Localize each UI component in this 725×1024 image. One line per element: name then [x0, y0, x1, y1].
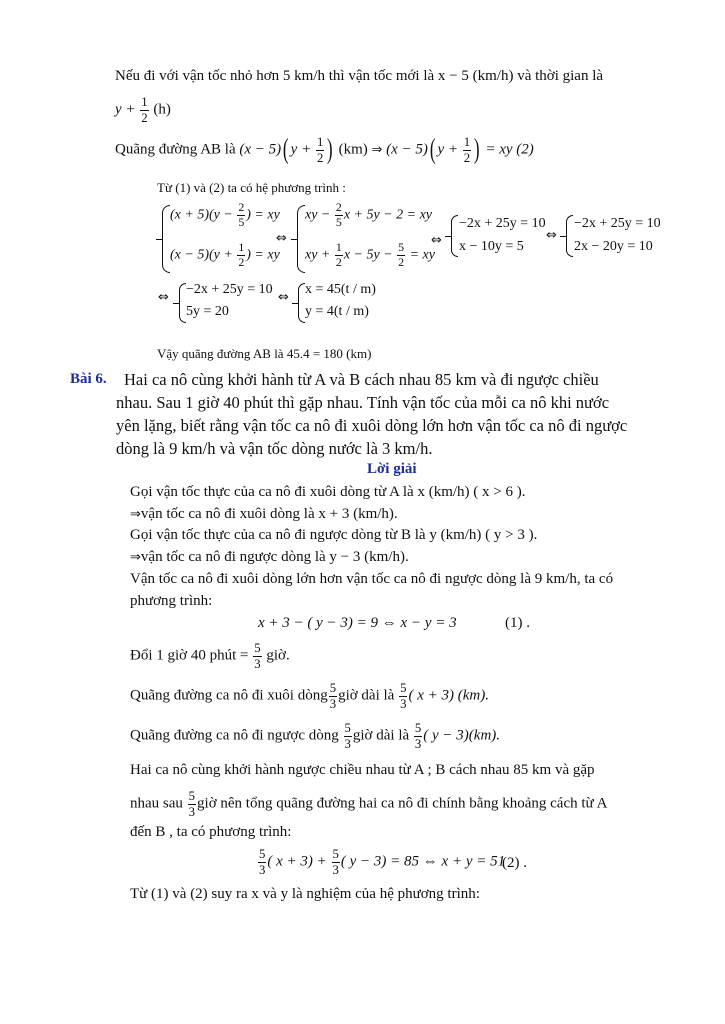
system-row: xy + $\frac{1}{2}$ x − 5y − $\frac{5}{2}$ = xy: [305, 240, 435, 269]
text-line: Nếu đi với vận tốc nhỏ hơn 5 km/h thì vận tốc mới là x − 5 (km/h) và thời gian là: [115, 68, 604, 84]
unit-text: (h): [153, 101, 171, 118]
system-row: 2x − 20y = 10: [574, 239, 653, 254]
system-brace: [451, 215, 458, 257]
math-text: y +: [115, 101, 136, 118]
system-row: (x + 5)(y − $\frac{2}{5}$ ) = xy: [170, 200, 280, 229]
solution-line: Đổi 1 giờ 40 phút = $\frac{5}{3}$ giờ.: [130, 641, 290, 671]
label-text: Quãng đường AB là: [115, 141, 236, 158]
problem-line: nhau. Sau 1 giờ 40 phút thì gặp nhau. Tính vận tốc của mỗi ca nô khi nước: [116, 393, 610, 412]
equivalence-symbol: ⇔: [431, 233, 442, 248]
system-brace: [297, 205, 305, 273]
system-row: 5y = 20: [186, 304, 229, 319]
system-row: xy − $\frac{2}{5}$ x + 5y − 2 = xy: [305, 200, 433, 229]
equation-number: (1) .: [505, 615, 530, 631]
solution-line: Gọi vận tốc thực của ca nô đi ngược dòng từ B là y (km/h) ( y > 3 ).: [130, 527, 538, 543]
system-row: −2x + 25y = 10: [574, 216, 661, 231]
solution-line: Quãng đường ca nô đi ngược dòng $\frac{5}{3}$ giờ dài là $\frac{5}{3}$ ( y − 3)(km).: [130, 721, 501, 751]
solution-line: nhau sau $\frac{5}{3}$ giờ nên tổng quãng đường hai ca nô đi chính bằng khoảng cách từ A: [130, 789, 608, 819]
math-text: = xy (2): [485, 141, 534, 158]
equation-number: (2) .: [502, 855, 527, 871]
system-row: (x − 5)(y + $\frac{1}{2}$ ) = xy: [170, 240, 280, 269]
solution-line: phương trình:: [130, 593, 213, 609]
solution-line: ⇒vận tốc ca nô đi ngược dòng là y − 3 (km/h).: [130, 549, 409, 565]
solution-line: Từ (1) và (2) suy ra x và y là nghiệm của hệ phương trình:: [130, 886, 480, 902]
equation-2: $\frac{5}{3}$ ( x + 3) + $\frac{5}{3}$ ( y − 3) = 85 ⇔ x + y = 51: [259, 847, 506, 877]
distance-equation: Quãng đường AB là (x − 5)( y + $\frac{1}{2}$ ) (km) ⇒ (x − 5)( y + $\frac{1}{2}$ ) = xy (2): [115, 134, 534, 165]
system-brace: [162, 205, 170, 273]
system-brace: [179, 283, 186, 323]
solution-line: Vận tốc ca nô đi xuôi dòng lớn hơn vận tốc ca nô đi ngược dòng là 9 km/h, ta có: [130, 571, 614, 587]
solution-title: Lời giải: [367, 461, 417, 477]
problem-line: Hai ca nô cùng khởi hành từ A và B cách nhau 85 km và đi ngược chiều: [124, 370, 599, 389]
system-row: x − 10y = 5: [459, 239, 524, 254]
equation-1: x + 3 − ( y − 3) = 9 ⇔ x − y = 3: [258, 615, 457, 631]
solution-line: đến B , ta có phương trình:: [130, 824, 292, 840]
problem-line: dòng là 9 km/h và vận tốc dòng nước là 3 km/h.: [116, 439, 433, 458]
solution-line: ⇒vận tốc ca nô đi xuôi dòng là x + 3 (km/h).: [130, 506, 398, 522]
system-row: y = 4(t / m): [305, 304, 369, 319]
system-row: −2x + 25y = 10: [186, 282, 273, 297]
system-row: −2x + 25y = 10: [459, 216, 546, 231]
equivalence-symbol: ⇔: [546, 228, 557, 243]
conclusion-line: Vậy quãng đường AB là 45.4 = 180 (km): [157, 346, 372, 361]
solution-line: Hai ca nô cùng khởi hành ngược chiều nhau từ A ; B cách nhau 85 km và gặp: [130, 762, 595, 778]
equivalence-symbol: ⇔: [158, 290, 169, 305]
problem-line: yên lặng, biết rằng vận tốc ca nô đi xuôi dòng lớn hơn vận tốc ca nô đi ngược: [116, 416, 628, 435]
equivalence-symbol: ⇔: [278, 290, 289, 305]
system-row: x = 45(t / m): [305, 282, 376, 297]
text-line: Từ (1) và (2) ta có hệ phương trình :: [157, 180, 346, 195]
system-brace: [298, 283, 305, 323]
time-expression: [115, 96, 171, 125]
equivalence-symbol: ⇔: [276, 231, 287, 246]
system-brace: [566, 215, 573, 257]
problem-label: Bài 6.: [70, 371, 107, 387]
fraction: $\frac{1}{2}$: [141, 95, 148, 125]
unit-text: (km): [338, 141, 368, 158]
solution-line: Gọi vận tốc thực của ca nô đi xuôi dòng từ A là x (km/h) ( x > 6 ).: [130, 484, 526, 500]
solution-line: Quãng đường ca nô đi xuôi dòng $\frac{5}{3}$ giờ dài là $\frac{5}{3}$ ( x + 3) (km).: [130, 681, 489, 711]
